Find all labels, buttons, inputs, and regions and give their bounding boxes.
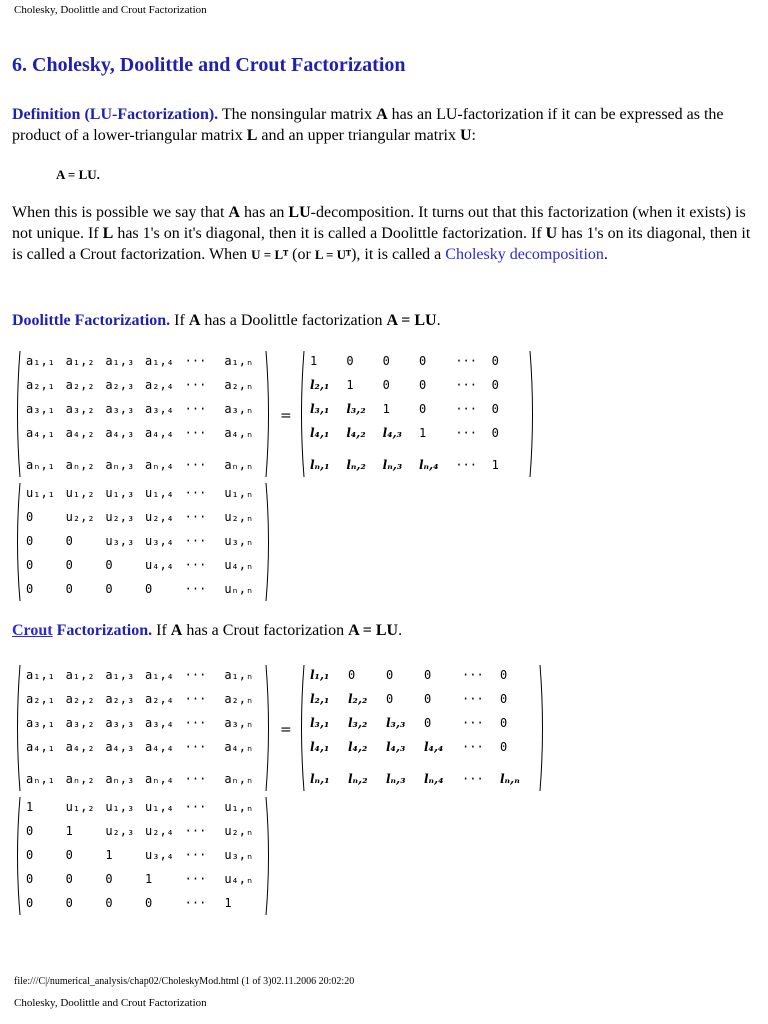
matrix-cell: l₄,₃	[382, 426, 402, 440]
matrix-cell: 0	[500, 692, 508, 706]
matrix-symbol: LU	[288, 204, 311, 221]
equals-sign: =	[280, 722, 292, 738]
inline-equation: A = LU	[348, 622, 399, 639]
matrix-cell: 0	[145, 582, 153, 596]
matrix-cell: lₙ,₃	[386, 772, 406, 786]
matrix-cell: a₂,₂	[65, 378, 95, 392]
matrix-cell: u₃,ₙ	[224, 848, 254, 862]
inline-equation: A = LU	[386, 312, 437, 329]
matrix-cell: u₂,₄	[145, 824, 174, 838]
matrix-cell: aₙ,₂	[65, 458, 95, 472]
inline-equation: U = Lᵀ	[251, 247, 289, 262]
inline-equation: L = Uᵀ	[314, 247, 352, 262]
matrix-cell: a₃,₃	[105, 402, 135, 416]
body-text: .	[436, 312, 441, 329]
matrix-cell: ···	[184, 772, 207, 786]
matrix-cell: a₄,₁	[26, 426, 55, 440]
doolittle-label: Doolittle Factorization.	[12, 312, 171, 329]
matrix-cell: a₄,₃	[105, 740, 135, 754]
matrix-cell: ···	[455, 402, 478, 416]
matrix-a-doolittle	[14, 348, 272, 480]
matrix-cell: 1	[65, 824, 73, 838]
matrix-cell: a₁,₃	[105, 354, 135, 368]
matrix-cell: ···	[184, 582, 207, 596]
matrix-brackets	[298, 348, 536, 480]
doolittle-paragraph	[12, 310, 752, 331]
matrix-cell: a₁,₁	[26, 354, 55, 368]
matrix-cell: a₄,ₙ	[224, 740, 254, 754]
matrix-cell: l₃,₂	[346, 402, 366, 416]
matrix-cell: lₙ,₂	[346, 458, 366, 472]
matrix-cell: a₃,₁	[26, 402, 55, 416]
matrix-cell: a₁,ₙ	[224, 354, 254, 368]
matrix-cell: ···	[455, 378, 478, 392]
matrix-cell: ···	[184, 510, 207, 524]
matrix-cell: 1	[419, 426, 427, 440]
body-text: has 1's on it's diagonal, then it is called a Doolittle factorization. If	[113, 225, 546, 242]
matrix-cell: a₃,₃	[105, 716, 135, 730]
matrix-cell: a₂,₁	[26, 378, 55, 392]
crout-paragraph	[12, 620, 752, 641]
matrix-cell: 0	[386, 692, 394, 706]
matrix-cell: u₁,₄	[145, 800, 174, 814]
matrix-cell: u₁,₂	[65, 486, 95, 500]
matrix-cell: u₁,₃	[105, 800, 135, 814]
matrix-symbol: A	[170, 622, 183, 639]
matrix-cell: 0	[419, 354, 427, 368]
matrix-cell: 0	[26, 896, 34, 910]
matrix-cell: ···	[184, 848, 207, 862]
matrix-cell: u₁,ₙ	[224, 486, 254, 500]
definition-paragraph	[12, 104, 752, 146]
matrix-cell: 0	[382, 378, 390, 392]
matrix-cell: 0	[491, 378, 499, 392]
matrix-cell: 0	[491, 354, 499, 368]
definition-text: and an upper triangular matrix	[257, 127, 460, 144]
matrix-cell: l₄,₁	[310, 426, 330, 440]
matrix-l-doolittle	[298, 348, 536, 480]
matrix-cell: ···	[184, 402, 207, 416]
matrix-cell: u₄,ₙ	[224, 558, 254, 572]
matrix-cell: a₄,₁	[26, 740, 55, 754]
matrix-cell: a₄,₄	[145, 740, 174, 754]
matrix-cell: ···	[184, 426, 207, 440]
cholesky-decomposition-link[interactable]: Cholesky decomposition	[445, 246, 604, 263]
matrix-cell: a₂,ₙ	[224, 378, 254, 392]
matrix-cell: u₂,₂	[65, 510, 95, 524]
crout-label: Factorization.	[52, 622, 153, 639]
matrix-cell: 1	[145, 872, 153, 886]
definition-text: :	[471, 127, 476, 144]
matrix-cell: u₃,ₙ	[224, 534, 254, 548]
matrix-cell: ···	[184, 378, 207, 392]
matrix-symbol: L	[246, 127, 258, 144]
matrix-cell: 0	[105, 872, 113, 886]
matrix-l-crout	[298, 662, 546, 794]
matrix-cell: ···	[184, 824, 207, 838]
matrix-cell: a₂,ₙ	[224, 692, 254, 706]
matrix-cell: aₙ,₂	[65, 772, 95, 786]
matrix-cell: ···	[455, 354, 478, 368]
matrix-cell: 1	[346, 378, 354, 392]
matrix-cell: l₁,₁	[310, 668, 330, 682]
matrix-cell: 1	[382, 402, 390, 416]
matrix-cell: a₂,₁	[26, 692, 55, 706]
matrix-cell: 0	[382, 354, 390, 368]
matrix-cell: 1	[491, 458, 499, 472]
matrix-cell: aₙ,₄	[145, 772, 174, 786]
matrix-cell: 0	[491, 426, 499, 440]
matrix-cell: lₙ,ₙ	[500, 772, 520, 786]
matrix-cell: a₁,₄	[145, 668, 174, 682]
matrix-cell: 0	[386, 668, 394, 682]
body-text: -decomposition. It turns out that this factorization (when it exists) is not unique. If	[12, 204, 746, 242]
matrix-cell: 0	[419, 378, 427, 392]
matrix-cell: ···	[184, 800, 207, 814]
matrix-u-crout	[14, 794, 272, 918]
body-text: has 1's on its diagonal, then it is called a Crout factorization. When	[12, 225, 751, 263]
matrix-cell: a₁,₃	[105, 668, 135, 682]
matrix-cell: ···	[462, 692, 484, 706]
matrix-cell: a₄,₂	[65, 426, 95, 440]
matrix-symbol: A	[188, 312, 201, 329]
matrix-cell: a₃,₂	[65, 716, 95, 730]
matrix-cell: a₃,₄	[145, 402, 174, 416]
footer-file-path: file:///C|/numerical_analysis/chap02/CholeskyMod.html (1 of 3)02.11.2006 20:02:20	[14, 976, 355, 987]
matrix-cell: ···	[455, 458, 478, 472]
matrix-cell: 0	[346, 354, 354, 368]
matrix-cell: u₂,₃	[105, 510, 135, 524]
matrix-cell: a₁,ₙ	[224, 668, 254, 682]
matrix-cell: u₃,₄	[145, 848, 174, 862]
matrix-cell: u₁,₃	[105, 486, 135, 500]
matrix-cell: 0	[26, 872, 34, 886]
matrix-cell: 0	[348, 668, 356, 682]
matrix-cell: u₂,ₙ	[224, 510, 254, 524]
matrix-cell: a₂,₄	[145, 692, 174, 706]
matrix-cell: l₃,₁	[310, 402, 330, 416]
matrix-cell: a₄,₄	[145, 426, 174, 440]
decomposition-paragraph	[12, 202, 752, 265]
matrix-cell: 0	[424, 716, 432, 730]
matrix-cell: u₂,₃	[105, 824, 135, 838]
body-text: If	[170, 312, 189, 329]
matrix-cell: a₂,₃	[105, 692, 135, 706]
matrix-cell: ···	[462, 716, 484, 730]
matrix-cell: u₂,₄	[145, 510, 174, 524]
body-text: has an	[239, 204, 289, 221]
matrix-cell: lₙ,₄	[419, 458, 439, 472]
matrix-cell: aₙ,₁	[26, 772, 55, 786]
matrix-cell: a₂,₄	[145, 378, 174, 392]
matrix-cell: uₙ,ₙ	[224, 582, 254, 596]
body-text: ), it is called a	[351, 246, 446, 263]
matrix-cell: 0	[105, 896, 113, 910]
matrix-symbol: U	[459, 127, 472, 144]
matrix-cell: aₙ,₄	[145, 458, 174, 472]
matrix-cell: ···	[184, 534, 207, 548]
matrix-cell: l₄,₂	[346, 426, 366, 440]
crout-link[interactable]: Crout	[12, 622, 53, 639]
matrix-cell: a₂,₃	[105, 378, 135, 392]
matrix-cell: 0	[491, 402, 499, 416]
matrix-cell: a₁,₂	[65, 354, 95, 368]
matrix-cell: a₄,₂	[65, 740, 95, 754]
matrix-cell: u₁,₂	[65, 800, 95, 814]
matrix-cell: 0	[500, 716, 508, 730]
body-text: (or	[288, 246, 315, 263]
matrix-cell: a₄,ₙ	[224, 426, 254, 440]
matrix-cell: 0	[500, 668, 508, 682]
matrix-cell: 0	[26, 848, 34, 862]
matrix-cell: aₙ,ₙ	[224, 458, 254, 472]
matrix-cell: 0	[105, 582, 113, 596]
matrix-cell: 0	[500, 740, 508, 754]
matrix-cell: aₙ,₃	[105, 772, 135, 786]
matrix-cell: ···	[462, 740, 484, 754]
matrix-cell: l₂,₁	[310, 692, 330, 706]
matrix-cell: ···	[184, 558, 207, 572]
body-text: .	[603, 246, 608, 263]
matrix-cell: l₄,₃	[386, 740, 406, 754]
matrix-cell: 0	[65, 558, 73, 572]
matrix-cell: 0	[65, 534, 73, 548]
matrix-cell: a₁,₂	[65, 668, 95, 682]
matrix-cell: a₄,₃	[105, 426, 135, 440]
matrix-cell: ···	[184, 740, 207, 754]
body-text: .	[398, 622, 403, 639]
matrix-u-doolittle	[14, 480, 272, 604]
matrix-cell: u₁,₄	[145, 486, 174, 500]
matrix-cell: 0	[26, 582, 34, 596]
matrix-cell: 0	[65, 896, 73, 910]
matrix-cell: lₙ,₂	[348, 772, 368, 786]
matrix-cell: l₄,₂	[348, 740, 368, 754]
matrix-cell: l₄,₄	[424, 740, 444, 754]
matrix-cell: lₙ,₁	[310, 458, 330, 472]
matrix-a-crout	[14, 662, 272, 794]
matrix-cell: 0	[26, 534, 34, 548]
matrix-cell: ···	[462, 772, 484, 786]
section-title: 6. Cholesky, Doolittle and Crout Factorization	[12, 54, 406, 76]
matrix-symbol: A	[376, 106, 388, 123]
matrix-cell: 0	[105, 558, 113, 572]
matrix-cell: 1	[26, 800, 34, 814]
matrix-cell: a₃,ₙ	[224, 716, 254, 730]
matrix-cell: 0	[424, 692, 432, 706]
page-header-bottom: Cholesky, Doolittle and Crout Factorization	[14, 997, 207, 1009]
body-text: If	[152, 622, 171, 639]
body-text: When this is possible we say that	[12, 204, 229, 221]
matrix-cell: lₙ,₁	[310, 772, 330, 786]
matrix-cell: 0	[26, 824, 34, 838]
matrix-cell: 1	[105, 848, 113, 862]
matrix-cell: u₃,₃	[105, 534, 135, 548]
matrix-cell: a₃,₂	[65, 402, 95, 416]
matrix-cell: ···	[462, 668, 484, 682]
matrix-cell: ···	[455, 426, 478, 440]
matrix-cell: u₄,ₙ	[224, 872, 254, 886]
matrix-cell: 1	[310, 354, 318, 368]
matrix-cell: u₁,₁	[26, 486, 55, 500]
matrix-cell: 1	[224, 896, 232, 910]
matrix-cell: ···	[184, 354, 207, 368]
equals-sign: =	[280, 408, 292, 424]
definition-text: has an LU-factorization if it can be expressed as the product of a lower-triangular matrix	[12, 106, 724, 144]
matrix-cell: ···	[184, 486, 207, 500]
matrix-cell: aₙ,₃	[105, 458, 135, 472]
definition-text: The nonsingular matrix	[221, 106, 377, 123]
matrix-cell: ···	[184, 716, 207, 730]
matrix-cell: l₃,₃	[386, 716, 406, 730]
matrix-cell: ···	[184, 458, 207, 472]
matrix-cell: 0	[424, 668, 432, 682]
matrix-cell: a₂,₂	[65, 692, 95, 706]
matrix-cell: 0	[419, 402, 427, 416]
matrix-symbol: A	[228, 204, 240, 221]
matrix-cell: a₃,₁	[26, 716, 55, 730]
matrix-cell: ···	[184, 692, 207, 706]
body-text: has a Crout factorization	[182, 622, 349, 639]
matrix-cell: lₙ,₄	[424, 772, 444, 786]
matrix-cell: aₙ,₁	[26, 458, 55, 472]
lu-equation: A = LU.	[56, 167, 100, 182]
matrix-symbol: L	[102, 225, 114, 242]
matrix-cell: a₁,₁	[26, 668, 55, 682]
matrix-cell: l₄,₁	[310, 740, 330, 754]
matrix-cell: u₁,ₙ	[224, 800, 254, 814]
matrix-cell: 0	[145, 896, 153, 910]
matrix-cell: ···	[184, 668, 207, 682]
matrix-cell: l₃,₂	[348, 716, 368, 730]
matrix-cell: l₃,₁	[310, 716, 330, 730]
matrix-cell: l₂,₁	[310, 378, 330, 392]
matrix-cell: 0	[26, 510, 34, 524]
matrix-cell: u₂,ₙ	[224, 824, 254, 838]
matrix-symbol: U	[545, 225, 558, 242]
matrix-cell: ···	[184, 896, 207, 910]
matrix-cell: 0	[65, 582, 73, 596]
matrix-cell: 0	[65, 848, 73, 862]
definition-label: Definition (LU-Factorization).	[12, 106, 219, 123]
matrix-cell: aₙ,ₙ	[224, 772, 254, 786]
matrix-cell: a₃,ₙ	[224, 402, 254, 416]
matrix-cell: l₂,₂	[348, 692, 368, 706]
body-text: has a Doolittle factorization	[200, 312, 387, 329]
matrix-cell: u₃,₄	[145, 534, 174, 548]
matrix-cell: a₃,₄	[145, 716, 174, 730]
matrix-cell: 0	[26, 558, 34, 572]
matrix-cell: lₙ,₃	[382, 458, 403, 472]
matrix-cell: 0	[65, 872, 73, 886]
page-header: Cholesky, Doolittle and Crout Factorization	[14, 4, 207, 16]
matrix-cell: ···	[184, 872, 207, 886]
matrix-cell: a₁,₄	[145, 354, 174, 368]
matrix-cell: u₄,₄	[145, 558, 174, 572]
